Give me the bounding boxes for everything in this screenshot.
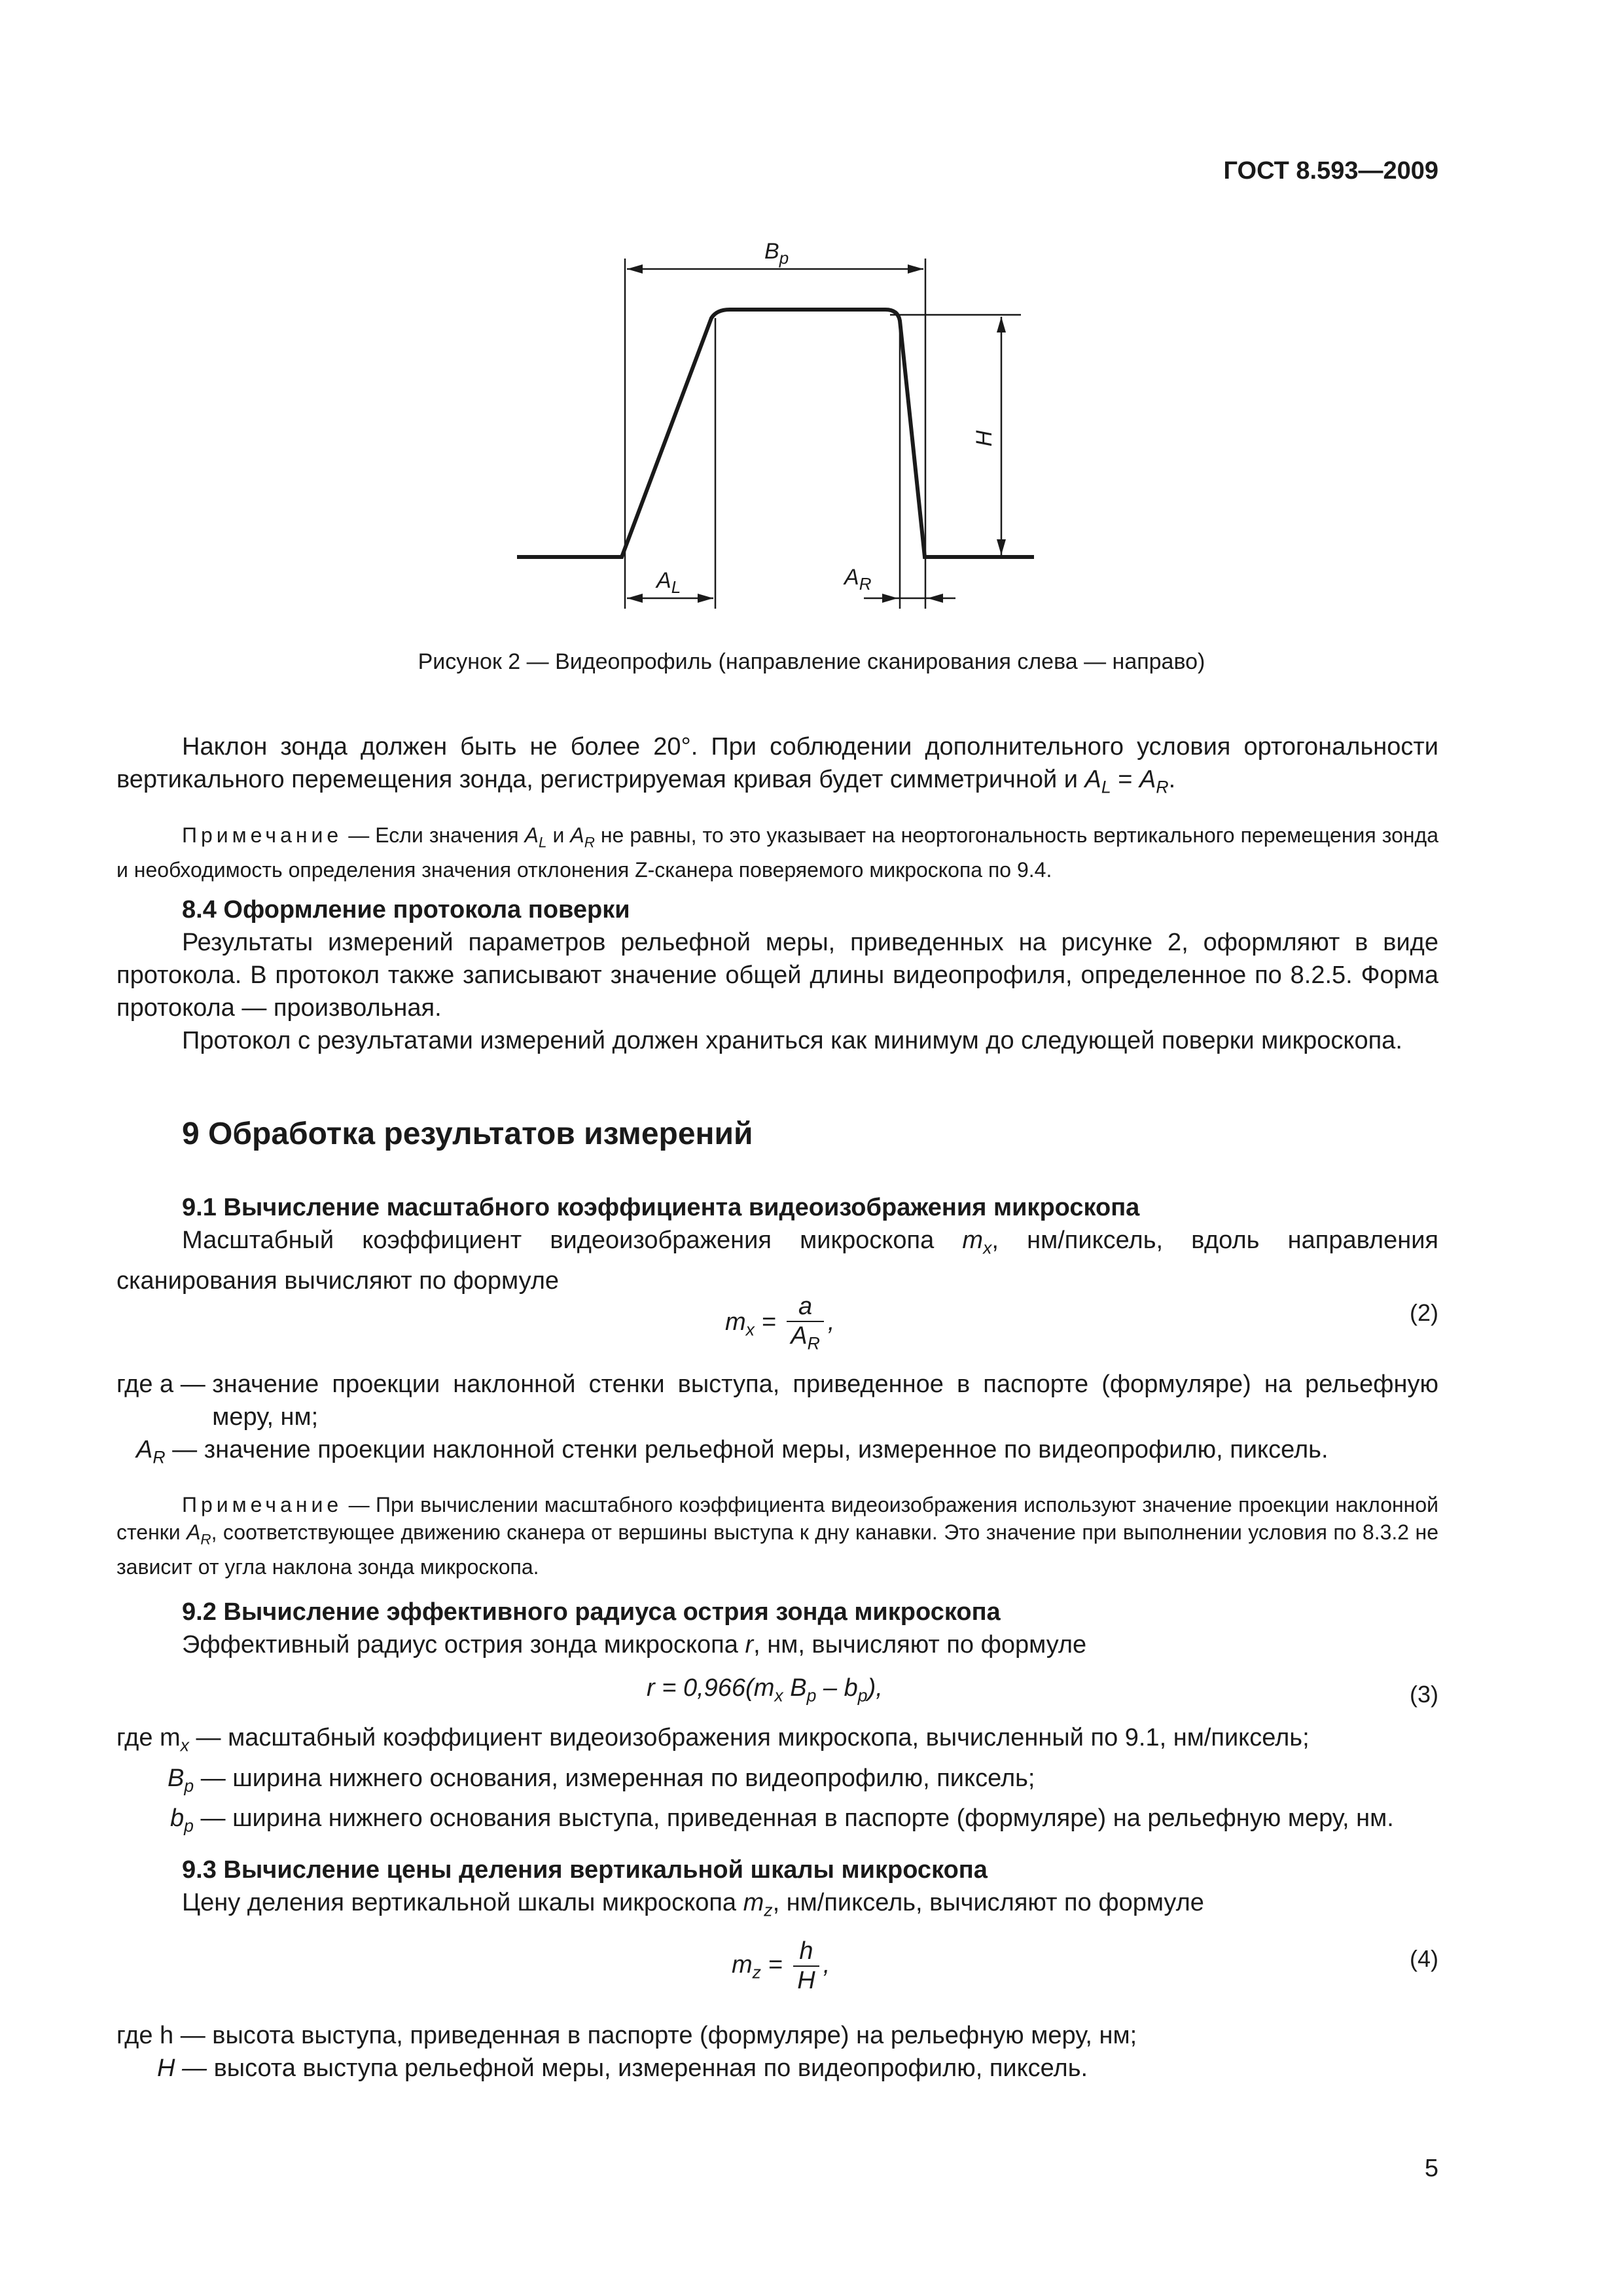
bp-arrow-right bbox=[908, 264, 923, 274]
where-H: H — высота выступа рельефной меры, измеренная по видеопрофилю, пиксель. bbox=[157, 2054, 1088, 2082]
formula-2: $m_x$ = $\frac{a}{A_R}$ , bbox=[725, 1293, 835, 1354]
where-block-9-2 bbox=[116, 1721, 1438, 1842]
formula-4: $m_z$ = $\frac{h}{H}$ , bbox=[732, 1937, 830, 1994]
al-arrow-right bbox=[698, 594, 713, 603]
where-h: где h — высота выступа, приведенная в паспорте (формуляре) на рельефную меру, нм; bbox=[116, 2022, 1137, 2049]
equation-number-3: (3) bbox=[1410, 1681, 1438, 1708]
where-a: где a — значение проекции наклонной стенки выступа, приведенное в паспорте (формуляре) на рельефную меру, нм; bbox=[116, 1371, 1438, 1431]
note-1: Примечание — Если значения $A_L$ и $A_R$ не равны, то это указывает на неортогональность вертикального перемещения зонда и необходимость определения значения отклонения Z-сканера поверяемого микроскопа по 9.4. bbox=[116, 823, 1439, 882]
where-bp: $B_p$ — ширина нижнего основания, измеренная по видеопрофилю, пиксель; bbox=[168, 1764, 1035, 1796]
section-9-title: 9 Обработка результатов измерений bbox=[182, 1117, 753, 1151]
profile-curve bbox=[517, 310, 1034, 557]
label-bp: $B_p$ bbox=[764, 239, 789, 268]
al-arrow-left bbox=[627, 594, 643, 603]
section-8-4-p2: Протокол с результатами измерений должен храниться как минимум до следующей поверки микроскопа. bbox=[182, 1027, 1402, 1054]
section-9-1-title: 9.1 Вычисление масштабного коэффициента видеоизображения микроскопа bbox=[182, 1194, 1140, 1221]
paragraph-probe-tilt: Наклон зонда должен быть не более 20°. При соблюдении дополнительного условия ортогональности вертикального перемещения зонда, регистрируемая кривая будет симметричной и $A_L = A_R$. bbox=[116, 733, 1438, 797]
ar-arrow-right bbox=[927, 594, 943, 603]
h-arrow-top bbox=[997, 317, 1006, 332]
note-2: Примечание — При вычислении масштабного коэффициента видеоизображения используют значение проекции наклонной стенки $A_R$, соответствующее движению сканера от вершины выступа к дну канавки. Это значение при выполнении условия по 8.3.2 не зависит от угла наклона зонда микроскопа. bbox=[116, 1493, 1439, 1579]
h-arrow-bottom bbox=[997, 539, 1006, 555]
section-8-4-p1: Результаты измерений параметров рельефной меры, приведенных на рисунке 2, оформляют в виде протокола. В протокол также записывают значение общей длины видеопрофиля, определенное по 8.2.5. Форма протокола — произвольная. bbox=[116, 929, 1438, 1022]
document-header: ГОСТ 8.593—2009 bbox=[1223, 157, 1438, 185]
videoprofile-figure bbox=[504, 236, 1054, 641]
section-9-3-title: 9.3 Вычисление цены деления вертикальной шкалы микроскопа bbox=[182, 1856, 988, 1884]
label-ar: $A_R$ bbox=[844, 565, 872, 594]
section-9-2-title: 9.2 Вычисление эффективного радиуса острия зонда микроскопа bbox=[182, 1598, 1001, 1626]
section-9-3-text: Цену деления вертикальной шкалы микроскопа $m_z$, нм/пиксель, вычисляют по формуле bbox=[182, 1889, 1204, 1920]
where-bp-small: $b_p$ — ширина нижнего основания выступа, приведенная в паспорте (формуляре) на рельефную меру, нм. bbox=[170, 1804, 1394, 1836]
where-block-9-3 bbox=[116, 2019, 1438, 2085]
label-h: H bbox=[972, 430, 997, 447]
equation-number-2: (2) bbox=[1410, 1299, 1438, 1326]
formula-3: $r = 0,966(m_x$ $B_p - b_p$), bbox=[647, 1674, 883, 1706]
section-8-4-title: 8.4 Оформление протокола поверки bbox=[182, 896, 630, 924]
where-block-9-1 bbox=[116, 1368, 1438, 1474]
equation-number-4: (4) bbox=[1410, 1945, 1438, 1972]
page-number: 5 bbox=[1424, 2155, 1438, 2182]
where-mx: где $m_x$ — масштабный коэффициент видеоизображения микроскопа, вычисленный по 9.1, нм/пиксель; bbox=[116, 1724, 1310, 1755]
bp-arrow-left bbox=[627, 264, 643, 274]
ar-arrow-left bbox=[882, 594, 898, 603]
label-al: $A_L$ bbox=[656, 568, 681, 597]
section-9-2-text: Эффективный радиус острия зонда микроскопа r, нм, вычисляют по формуле bbox=[182, 1631, 1087, 1659]
figure-caption: Рисунок 2 — Видеопрофиль (направление сканирования слева — направо) bbox=[418, 649, 1205, 674]
section-9-1-text: Масштабный коэффициент видеоизображения микроскопа $m_x$, нм/пиксель, вдоль направления сканирования вычисляют по формуле bbox=[116, 1227, 1438, 1295]
where-ar: $A_R$ — значение проекции наклонной стенки рельефной меры, измеренное по видеопрофилю, пиксель. bbox=[136, 1436, 1329, 1467]
